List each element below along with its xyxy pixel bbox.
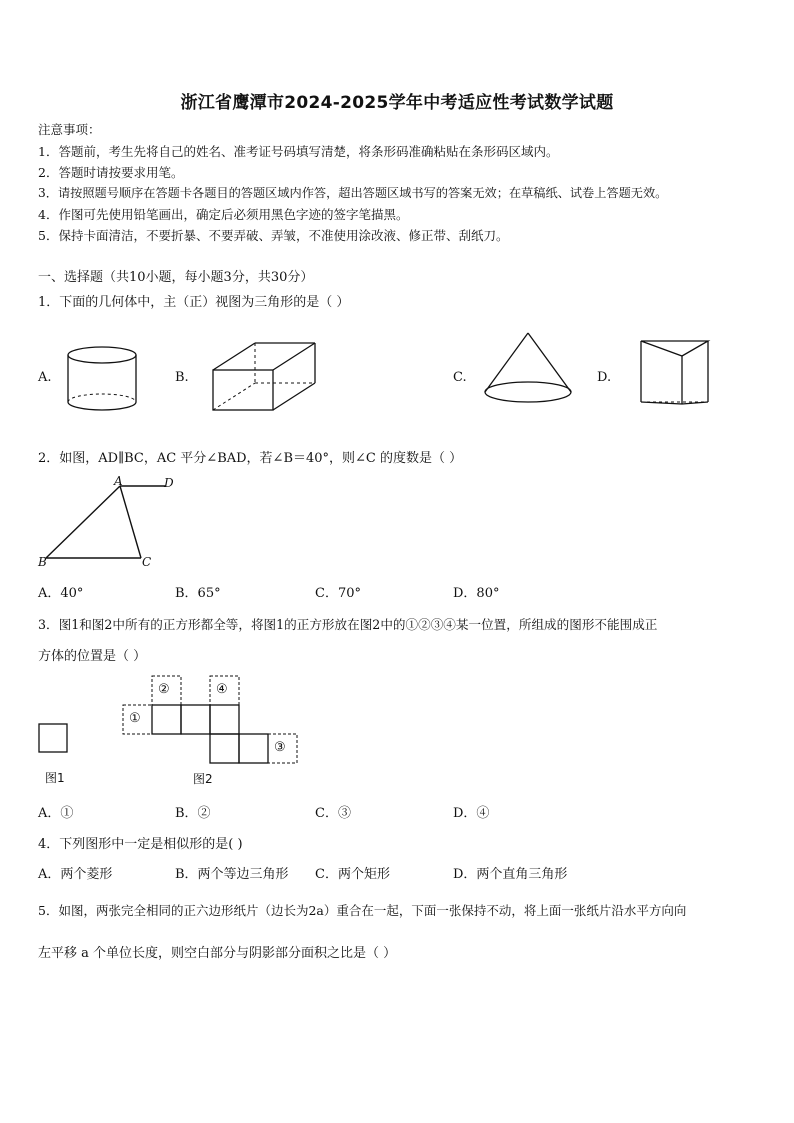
q4-option-b[interactable]: B．两个等边三角形 [175,867,289,882]
figure-2-caption: 图2 [193,772,213,786]
question-5-stem-line2: 左平移 a 个单位长度，则空白部分与阴影部分面积之比是（ ） [38,946,397,961]
position-mark-1: ① [129,711,141,726]
cylinder-figure [66,344,140,414]
q1-option-b[interactable]: B. [175,370,189,385]
point-label-c: C [142,555,152,569]
point-label-d: D [164,476,174,490]
q4-option-d[interactable]: D．两个直角三角形 [453,867,568,882]
q2-option-b[interactable]: B．65° [175,586,221,601]
q2-option-c[interactable]: C．70° [315,586,361,601]
question-3-stem-line1: 3．图1和图2中所有的正方形都全等，将图1的正方形放在图2中的①②③④某一位置，所组成的图形不能围成正 [38,617,658,632]
figure-1-caption: 图1 [45,771,65,785]
q3-option-c[interactable]: C．③ [315,806,351,821]
q1-option-a[interactable]: A. [38,370,52,385]
q4-option-c[interactable]: C．两个矩形 [315,867,390,882]
cone-figure [482,330,574,406]
triangle-parallel-figure [38,476,188,571]
page-title: 浙江省鹰潭市2024-2025学年中考适应性考试数学试题 [180,93,614,113]
position-mark-3: ③ [274,740,286,755]
q1-option-d[interactable]: D. [597,370,612,385]
note-item: 4．作图可先使用铅笔画出，确定后必须用黑色字迹的签字笔描黑。 [38,207,409,222]
q3-option-b[interactable]: B．② [175,806,211,821]
q2-option-d[interactable]: D．80° [453,586,500,601]
note-item: 2．答题时请按要求用笔。 [38,165,184,180]
triangular-prism-figure [638,338,714,410]
q1-option-c[interactable]: C. [453,370,467,385]
question-3-stem-line2: 方体的位置是（ ） [38,649,147,664]
cuboid-figure [210,340,320,415]
notes-heading: 注意事项： [38,122,101,137]
question-2-stem: 2．如图，AD∥BC，AC 平分∠BAD，若∠B＝40°，则∠C 的度数是（ ） [38,451,463,466]
question-4-stem: 4．下列图形中一定是相似形的是( ) [38,837,243,852]
q3-option-d[interactable]: D．④ [453,806,490,821]
figure-1-square [38,723,70,755]
section-heading: 一、选择题（共10小题，每小题3分，共30分） [38,270,314,285]
q2-option-a[interactable]: A．40° [38,586,84,601]
note-item: 1．答题前，考生先将自己的姓名、准考证号码填写清楚，将条形码准确粘贴在条形码区域内。 [38,144,559,159]
question-1-stem: 1．下面的几何体中，主（正）视图为三角形的是（ ） [38,295,350,310]
q3-option-a[interactable]: A．① [38,806,74,821]
note-item: 5．保持卡面清洁，不要折暴、不要弄破、弄皱，不准使用涂改液、修正带、刮纸刀。 [38,228,509,243]
point-label-a: A [114,474,123,488]
question-5-stem-line1: 5．如图，两张完全相同的正六边形纸片（边长为2a）重合在一起，下面一张保持不动，将上面一张纸片沿水平方向向 [38,903,687,918]
position-mark-2: ② [158,682,170,697]
point-label-b: B [38,555,47,569]
note-item: 3．请按照题号顺序在答题卡各题目的答题区域内作答，超出答题区域书写的答案无效；在草稿纸、试卷上答题无效。 [38,186,668,200]
position-mark-4: ④ [216,682,228,697]
q4-option-a[interactable]: A．两个菱形 [38,867,113,882]
